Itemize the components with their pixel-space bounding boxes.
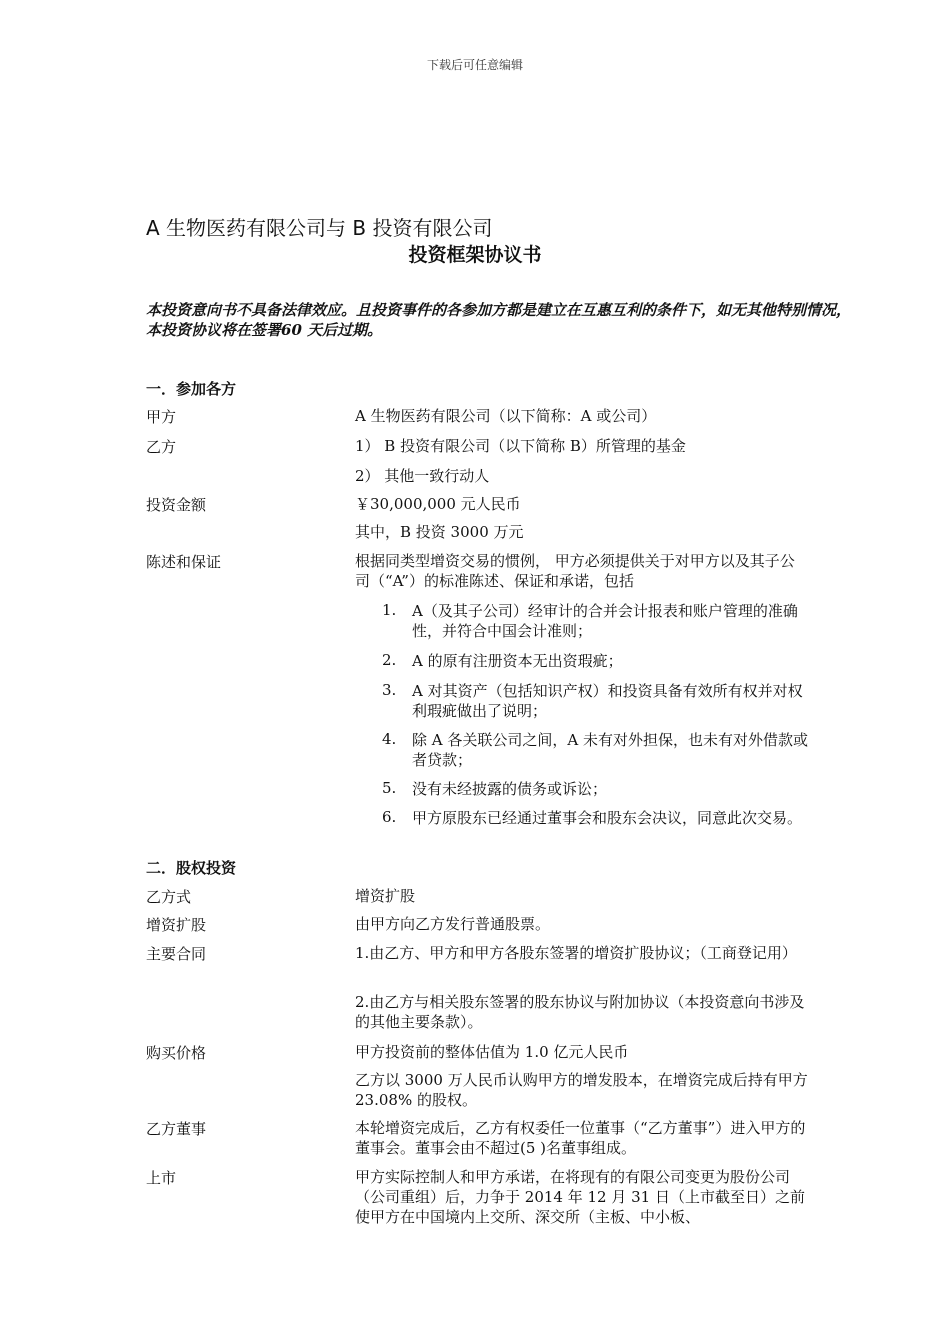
list-item-number: 4. xyxy=(382,730,397,748)
value-capital-increase: 由甲方向乙方发行普通股票。 xyxy=(355,915,551,933)
value-mode: 增资扩股 xyxy=(355,887,416,905)
value-reps-intro: 根据同类型增资交易的惯例， 甲方必须提供关于对甲方以及其子公司（“A”）的标准陈述、保证和承诺，包括 xyxy=(355,552,795,590)
list-item: A（及其子公司）经审计的合并会计报表和账户管理的准确性，并符合中国会计准则； xyxy=(412,602,798,640)
value-main-contract-2: 2.由乙方与相关股东签署的股东协议与附加协议（本投资意向书涉及的其他主要条款）。 xyxy=(355,993,805,1031)
value-party-a: A 生物医药有限公司（以下简称：A 或公司） xyxy=(355,407,657,425)
value-amount-1: ￥30,000,000 元人民币 xyxy=(355,495,521,513)
disclaimer: 本投资意向书不具备法律效应。且投资事件的各参加方都是建立在互惠互利的条件下，如无其他特别情况，本投资协议将在签署60 天后过期。 xyxy=(146,301,852,339)
document-title-parties: A 生物医药有限公司与 B 投资有限公司 xyxy=(146,216,493,240)
list-item: 甲方原股东已经通过董事会和股东会决议，同意此次交易。 xyxy=(412,809,803,827)
value-party-b-2: 2） 其他一致行动人 xyxy=(355,467,490,485)
value-party-b-1: 1） B 投资有限公司（以下简称 B）所管理的基金 xyxy=(355,437,686,455)
value-price-1: 甲方投资前的整体估值为 1.0 亿元人民币 xyxy=(355,1043,629,1061)
list-item-number: 5. xyxy=(382,779,397,797)
label-main-contract: 主要合同 xyxy=(146,945,207,963)
label-director: 乙方董事 xyxy=(146,1120,207,1138)
list-item: 没有未经披露的债务或诉讼； xyxy=(412,780,608,798)
document-title: 投资框架协议书 xyxy=(408,244,542,266)
label-amount: 投资金额 xyxy=(146,496,207,514)
list-item: A 对其资产（包括知识产权）和投资具备有效所有权并对权利瑕疵做出了说明； xyxy=(412,682,803,720)
section-heading-parties: 一．参加各方 xyxy=(146,380,237,398)
list-item-number: 6. xyxy=(382,808,397,826)
label-mode: 乙方式 xyxy=(146,888,192,906)
header-note: 下载后可任意编辑 xyxy=(426,58,523,72)
section-heading-equity: 二．股权投资 xyxy=(146,859,237,877)
list-item-number: 3. xyxy=(382,681,397,699)
label-capital-increase: 增资扩股 xyxy=(146,916,207,934)
label-price: 购买价格 xyxy=(146,1044,207,1062)
list-item-number: 2. xyxy=(382,651,397,669)
value-director: 本轮增资完成后，乙方有权委任一位董事（“乙方董事”）进入甲方的董事会。董事会由不超过(5 )名董事组成。 xyxy=(355,1119,806,1157)
value-amount-2: 其中，B 投资 3000 万元 xyxy=(355,523,524,541)
list-item: 除 A 各关联公司之间，A 未有对外担保，也未有对外借款或者贷款； xyxy=(412,731,808,769)
value-main-contract-1: 1.由乙方、甲方和甲方各股东签署的增资扩股协议；（工商登记用） xyxy=(355,944,797,962)
value-price-2: 乙方以 3000 万人民币认购甲方的增发股本，在增资完成后持有甲方 23.08% 的股权。 xyxy=(355,1071,808,1109)
label-listing: 上市 xyxy=(146,1169,177,1187)
label-reps: 陈述和保证 xyxy=(146,553,222,571)
label-party-b: 乙方 xyxy=(146,438,177,456)
list-item-number: 1. xyxy=(382,601,397,619)
list-item: A 的原有注册资本无出资瑕疵； xyxy=(412,652,623,670)
label-party-a: 甲方 xyxy=(146,408,177,426)
value-listing: 甲方实际控制人和甲方承诺，在将现有的有限公司变更为股份公司（公司重组）后，力争于 2014 年 12 月 31 日（上市截至日）之前使甲方在中国境内上交所、深交所（主板、中小板、 xyxy=(355,1168,805,1226)
